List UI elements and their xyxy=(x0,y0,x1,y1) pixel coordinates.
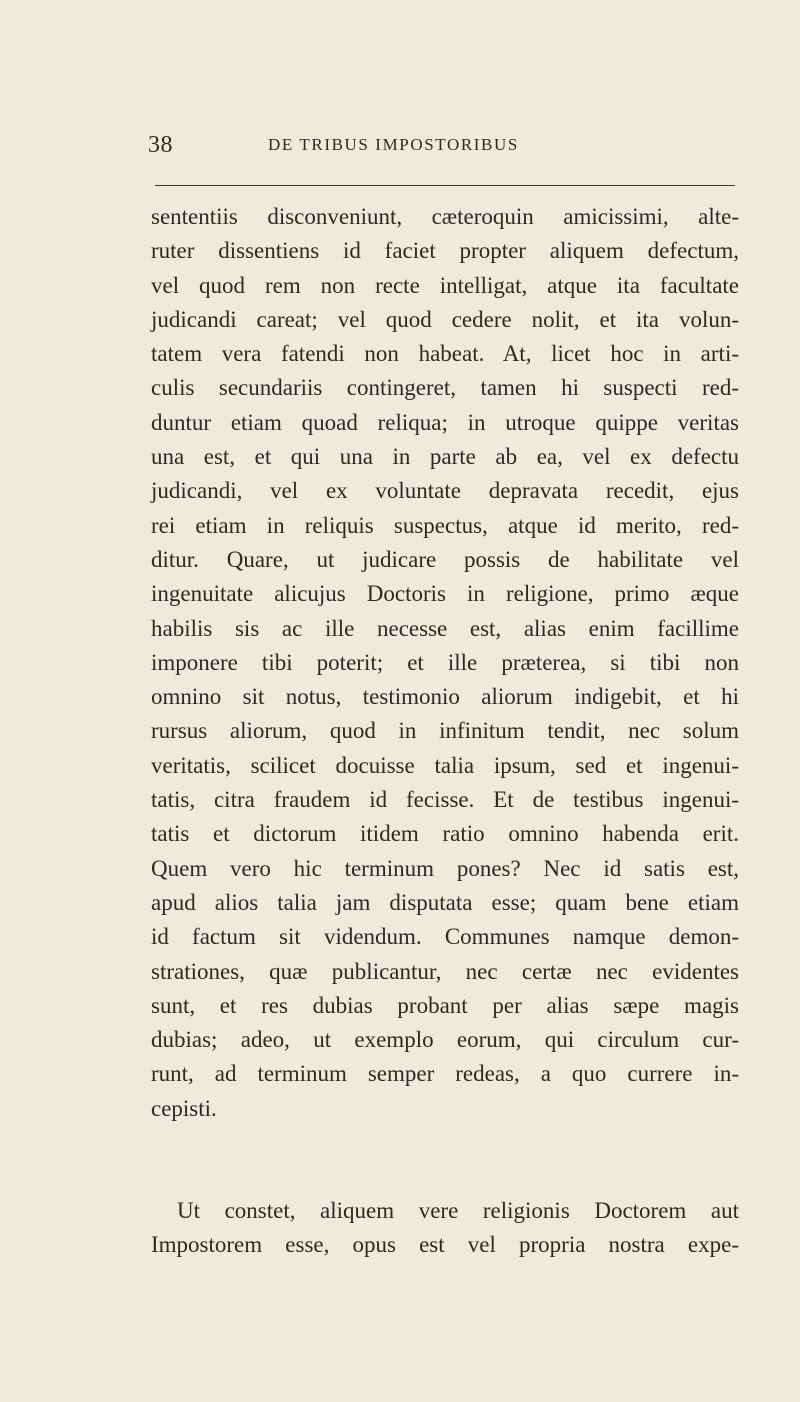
text-line: duntur etiam quoad reliqua; in utroque quippe veritas xyxy=(151,409,739,435)
running-head-title: DE TRIBUS IMPOSTORIBUS xyxy=(268,135,519,154)
text-line: imponere tibi poterit; et ille præterea, si tibi non xyxy=(151,649,739,675)
text-line: tatis et dictorum itidem ratio omnino habenda erit. xyxy=(151,821,739,847)
text-line: rei etiam in reliquis suspectus, atque id merito, red- xyxy=(151,512,739,538)
text-line: dubias; adeo, ut exemplo eorum, qui circulum cur- xyxy=(151,1027,739,1053)
text-line: judicandi careat; vel quod cedere nolit, et ita volun- xyxy=(151,306,739,332)
running-head xyxy=(148,132,758,158)
text-line: Impostorem esse, opus est vel propria nostra expe- xyxy=(151,1232,739,1258)
paragraph-2 xyxy=(151,1194,739,1263)
text-line: sententiis disconveniunt, cæteroquin amicissimi, alte- xyxy=(151,204,739,229)
text-line: omnino sit notus, testimonio aliorum indigebit, et hi xyxy=(151,684,739,710)
text-line: rursus aliorum, quod in infinitum tendit, nec solum xyxy=(151,718,739,744)
text-line: veritatis, scilicet docuisse talia ipsum, sed et ingenui- xyxy=(151,752,739,778)
paragraph-gap xyxy=(151,1126,739,1194)
paragraph-1 xyxy=(151,200,739,1126)
body-text xyxy=(151,200,739,1263)
text-line: ditur. Quare, ut judicare possis de habilitate vel xyxy=(151,546,739,572)
page-number: 38 xyxy=(148,132,173,158)
text-line: ruter dissentiens id faciet propter aliquem defectum, xyxy=(151,238,739,264)
text-line: runt, ad terminum semper redeas, a quo currere in- xyxy=(151,1061,739,1087)
text-line: Quem vero hic terminum pones? Nec id satis est, xyxy=(151,855,739,881)
text-line: tatis, citra fraudem id fecisse. Et de testibus ingenui- xyxy=(151,787,739,813)
text-line: vel quod rem non recte intelligat, atque ita facultate xyxy=(151,272,739,298)
text-line: Ut constet, aliquem vere religionis Doctorem aut xyxy=(177,1198,739,1224)
text-line: apud alios talia jam disputata esse; quam bene etiam xyxy=(151,889,739,915)
text-line: habilis sis ac ille necesse est, alias enim facillime xyxy=(151,615,739,641)
text-line: tatem vera fatendi non habeat. At, licet hoc in arti- xyxy=(151,341,739,367)
text-line: sunt, et res dubias probant per alias sæpe magis xyxy=(151,992,739,1018)
text-line: judicandi, vel ex voluntate depravata recedit, ejus xyxy=(151,478,739,504)
text-line: strationes, quæ publicantur, nec certæ nec evidentes xyxy=(151,958,739,984)
text-line: id factum sit videndum. Communes namque demon- xyxy=(151,924,739,950)
text-line: cepisti. xyxy=(151,1095,217,1121)
header-rule xyxy=(155,185,735,186)
text-line: una est, et qui una in parte ab ea, vel ex defectu xyxy=(151,444,739,470)
text-line: ingenuitate alicujus Doctoris in religione, primo æque xyxy=(151,581,739,607)
text-line: culis secundariis contingeret, tamen hi suspecti red- xyxy=(151,375,739,401)
